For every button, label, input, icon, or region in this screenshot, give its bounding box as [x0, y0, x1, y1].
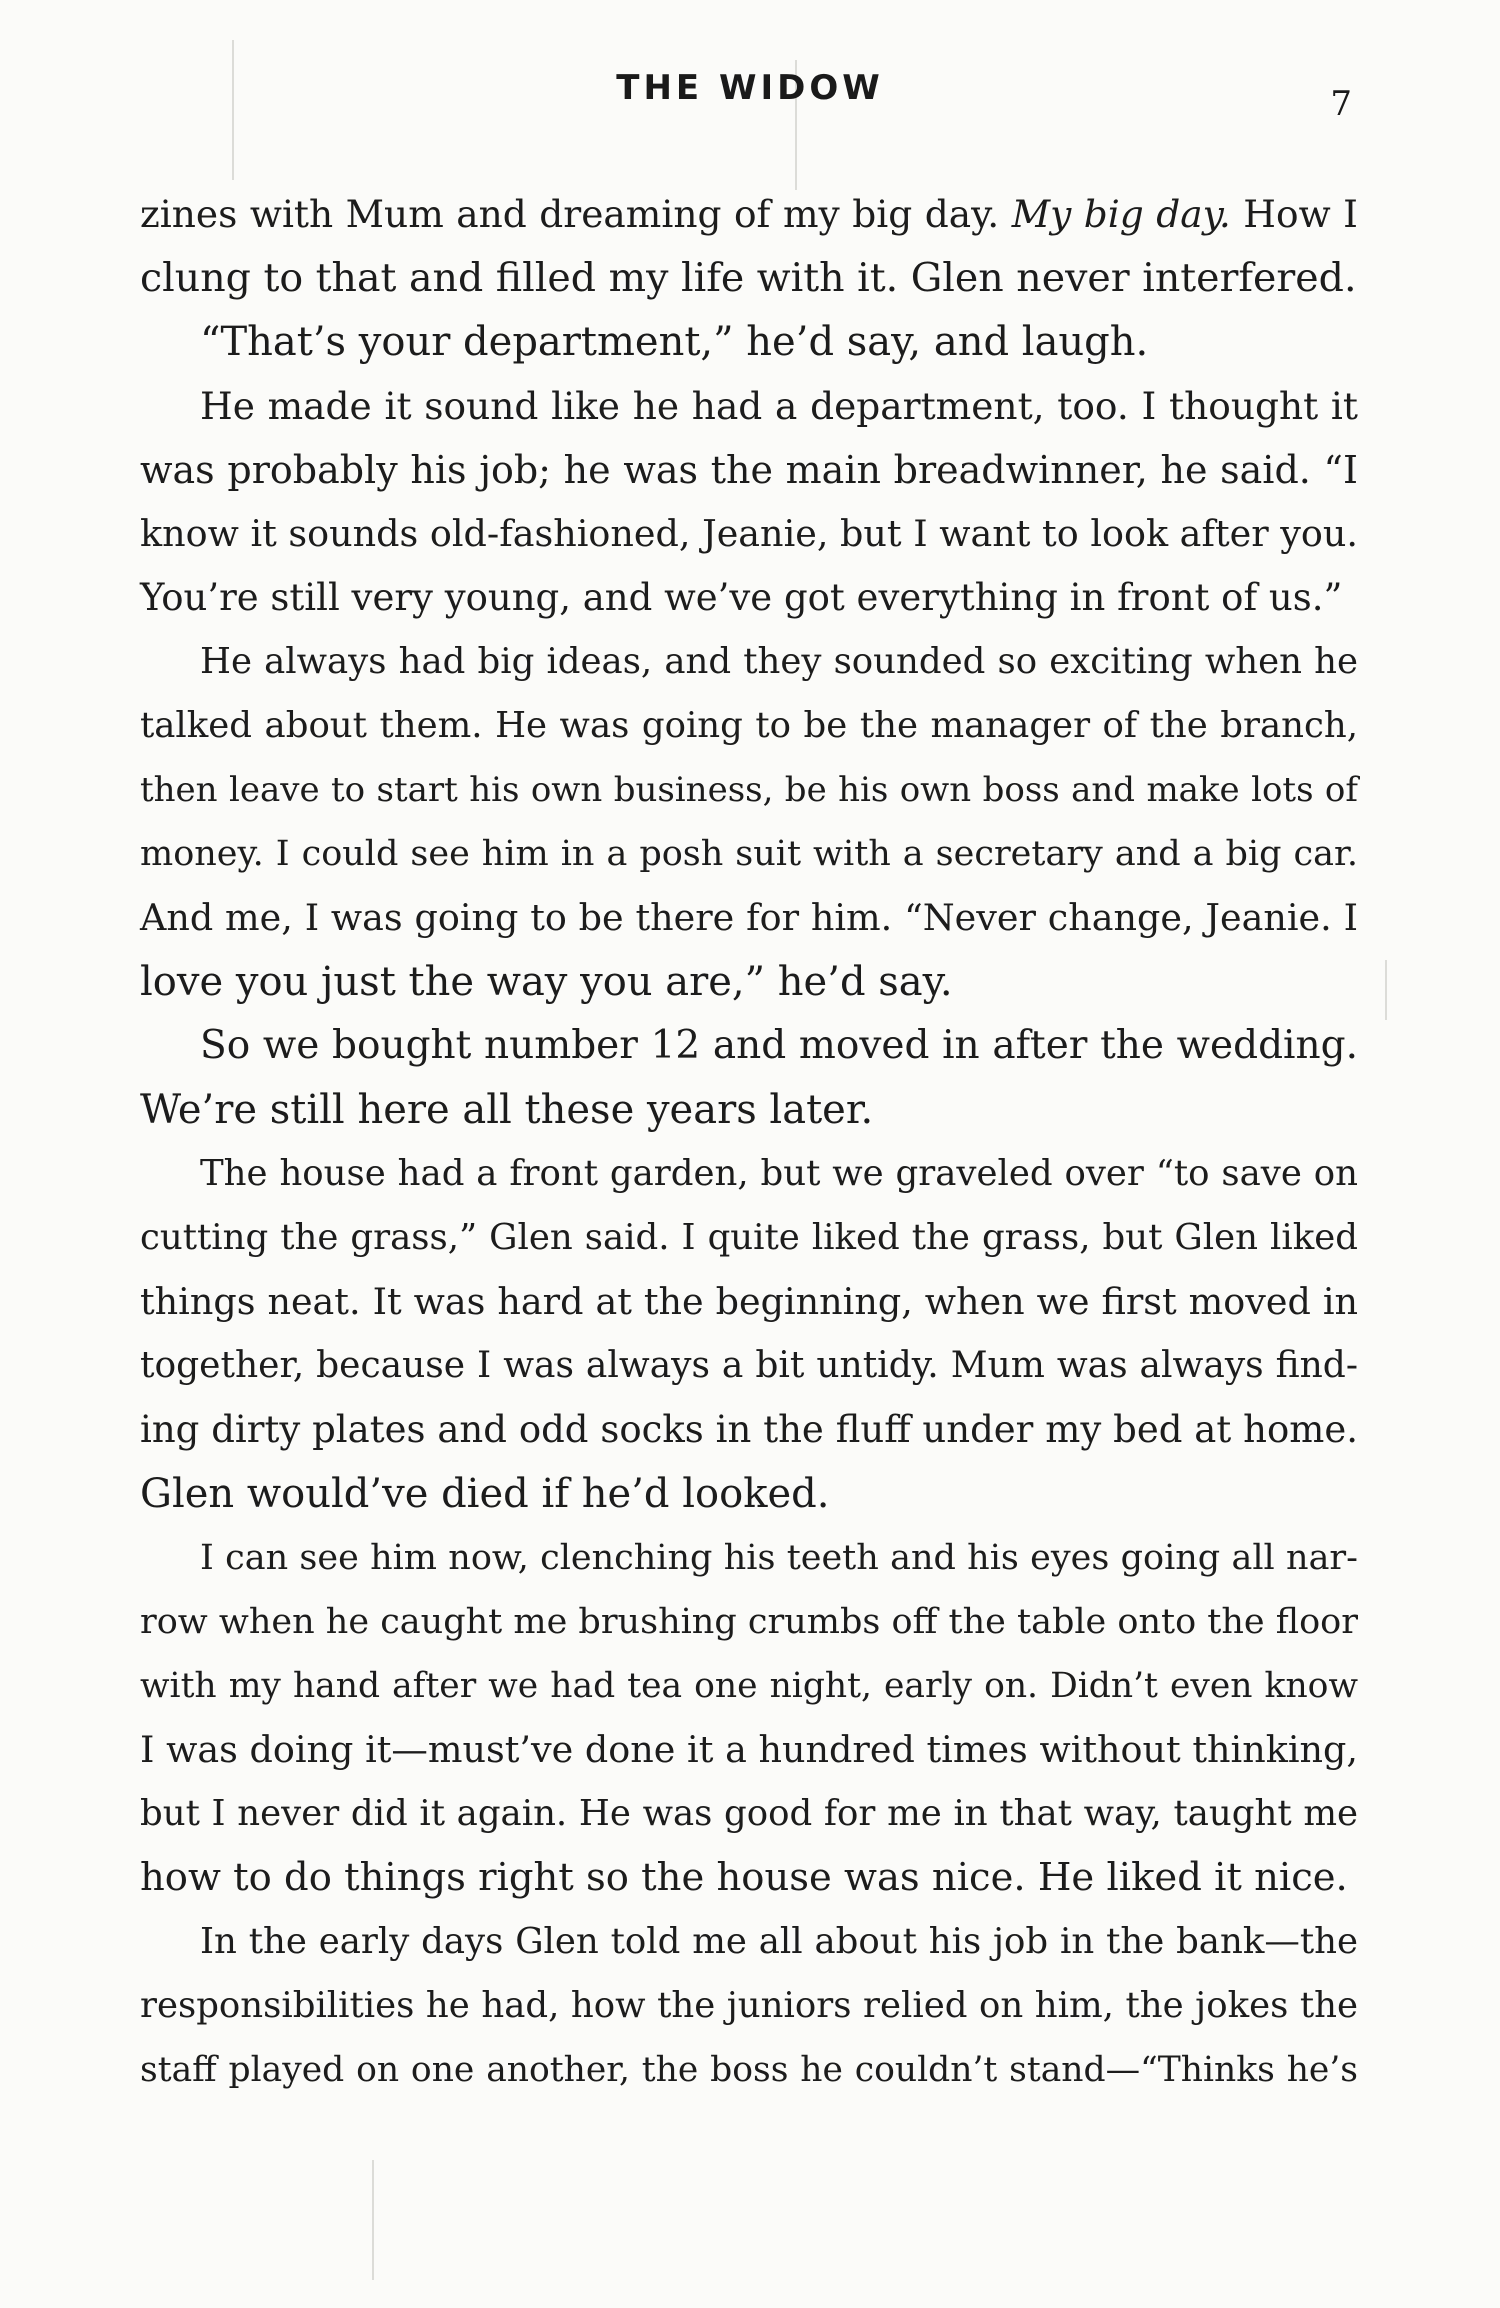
text-run: with my hand after we had tea one night, early on. Didn’t even know — [140, 1666, 1358, 1706]
text-line — [140, 502, 1358, 566]
text-line — [140, 758, 1358, 822]
text-line — [140, 1974, 1358, 2038]
text-run: love you just the way you are,” he’d say. — [140, 959, 953, 1005]
text-run: And me, I was going to be there for him. “Never change, Jeanie. I — [140, 896, 1358, 939]
text-run: together, because I was always a bit untidy. Mum was always find- — [140, 1345, 1358, 1386]
text-run: We’re still here all these years later. — [140, 1087, 874, 1133]
italic-text: My big day. — [1011, 192, 1231, 236]
text-line — [140, 630, 1358, 694]
text-line — [140, 1078, 1358, 1142]
text-run: cutting the grass,” Glen said. I quite liked the grass, but Glen liked — [140, 1217, 1358, 1258]
text-run: staff played on one another, the boss he couldn’t stand—“Thinks he’s — [140, 2050, 1358, 2090]
text-line — [140, 566, 1358, 630]
text-line — [140, 246, 1358, 310]
text-line — [140, 886, 1358, 950]
text-run: You’re still very young, and we’ve got everything in front of us.” — [140, 576, 1343, 619]
text-run: how to do things right so the house was nice. He liked it nice. — [140, 1855, 1348, 1900]
text-run: So we bought number 12 and moved in after the wedding. — [200, 1023, 1358, 1068]
text-run: He made it sound like he had a department, too. I thought it — [200, 384, 1358, 428]
text-line — [140, 1590, 1358, 1654]
text-line — [140, 1718, 1358, 1782]
text-run: money. I could see him in a posh suit with a secretary and a big car. — [140, 834, 1358, 874]
text-line — [140, 1846, 1358, 1910]
text-run: The house had a front garden, but we graveled over “to save on — [200, 1153, 1358, 1194]
text-line — [140, 950, 1358, 1014]
text-line — [140, 438, 1358, 502]
book-title: THE WIDOW — [616, 68, 884, 108]
text-line — [140, 1398, 1358, 1462]
text-run: Glen would’ve died if he’d looked. — [140, 1471, 830, 1517]
text-run: clung to that and filled my life with it. Glen never interfered. — [140, 255, 1357, 301]
text-line — [140, 822, 1358, 886]
text-line — [140, 1270, 1358, 1334]
text-run: responsibilities he had, how the juniors relied on him, the jokes the — [140, 1985, 1358, 2026]
text-run: talked about them. He was going to be the manager of the branch, — [140, 705, 1358, 746]
text-run: “That’s your department,” he’d say, and laugh. — [200, 319, 1149, 365]
text-run: row when he caught me brushing crumbs off the table onto the floor — [140, 1602, 1358, 1642]
text-run: then leave to start his own business, be his own boss and make lots of — [140, 770, 1358, 810]
running-head — [0, 68, 1500, 124]
scan-artifact — [372, 2160, 374, 2280]
scan-artifact — [1385, 960, 1387, 1020]
text-line — [140, 182, 1358, 246]
text-run: was probably his job; he was the main breadwinner, he said. “I — [140, 448, 1358, 492]
text-line — [140, 1142, 1358, 1206]
text-run: things neat. It was hard at the beginning, when we first moved in — [140, 1280, 1358, 1323]
text-line — [140, 2038, 1358, 2102]
text-run: I can see him now, clenching his teeth and his eyes going all nar- — [200, 1538, 1358, 1578]
text-line — [140, 1782, 1358, 1846]
text-line — [140, 1334, 1358, 1398]
text-run: know it sounds old-fashioned, Jeanie, but I want to look after you. — [140, 512, 1358, 555]
text-run: but I never did it again. He was good for me in that way, taught me — [140, 1793, 1358, 1834]
text-line — [140, 1526, 1358, 1590]
text-line — [140, 310, 1358, 374]
text-line — [140, 1014, 1358, 1078]
text-line — [140, 1910, 1358, 1974]
text-line — [140, 374, 1358, 438]
text-run: ing dirty plates and odd socks in the fluff under my bed at home. — [140, 1408, 1358, 1451]
text-line — [140, 1206, 1358, 1270]
body-text — [140, 182, 1358, 2102]
text-run: I was doing it—must’ve done it a hundred times without thinking, — [140, 1728, 1358, 1771]
text-run: He always had big ideas, and they sounded so exciting when he — [200, 641, 1358, 682]
text-run: How I — [1230, 192, 1358, 236]
text-line — [140, 1654, 1358, 1718]
page-number: 7 — [1330, 84, 1352, 124]
text-run: In the early days Glen told me all about his job in the bank—the — [200, 1921, 1358, 1962]
text-line — [140, 1462, 1358, 1526]
text-line — [140, 694, 1358, 758]
text-run: zines with Mum and dreaming of my big day. — [140, 192, 1012, 236]
